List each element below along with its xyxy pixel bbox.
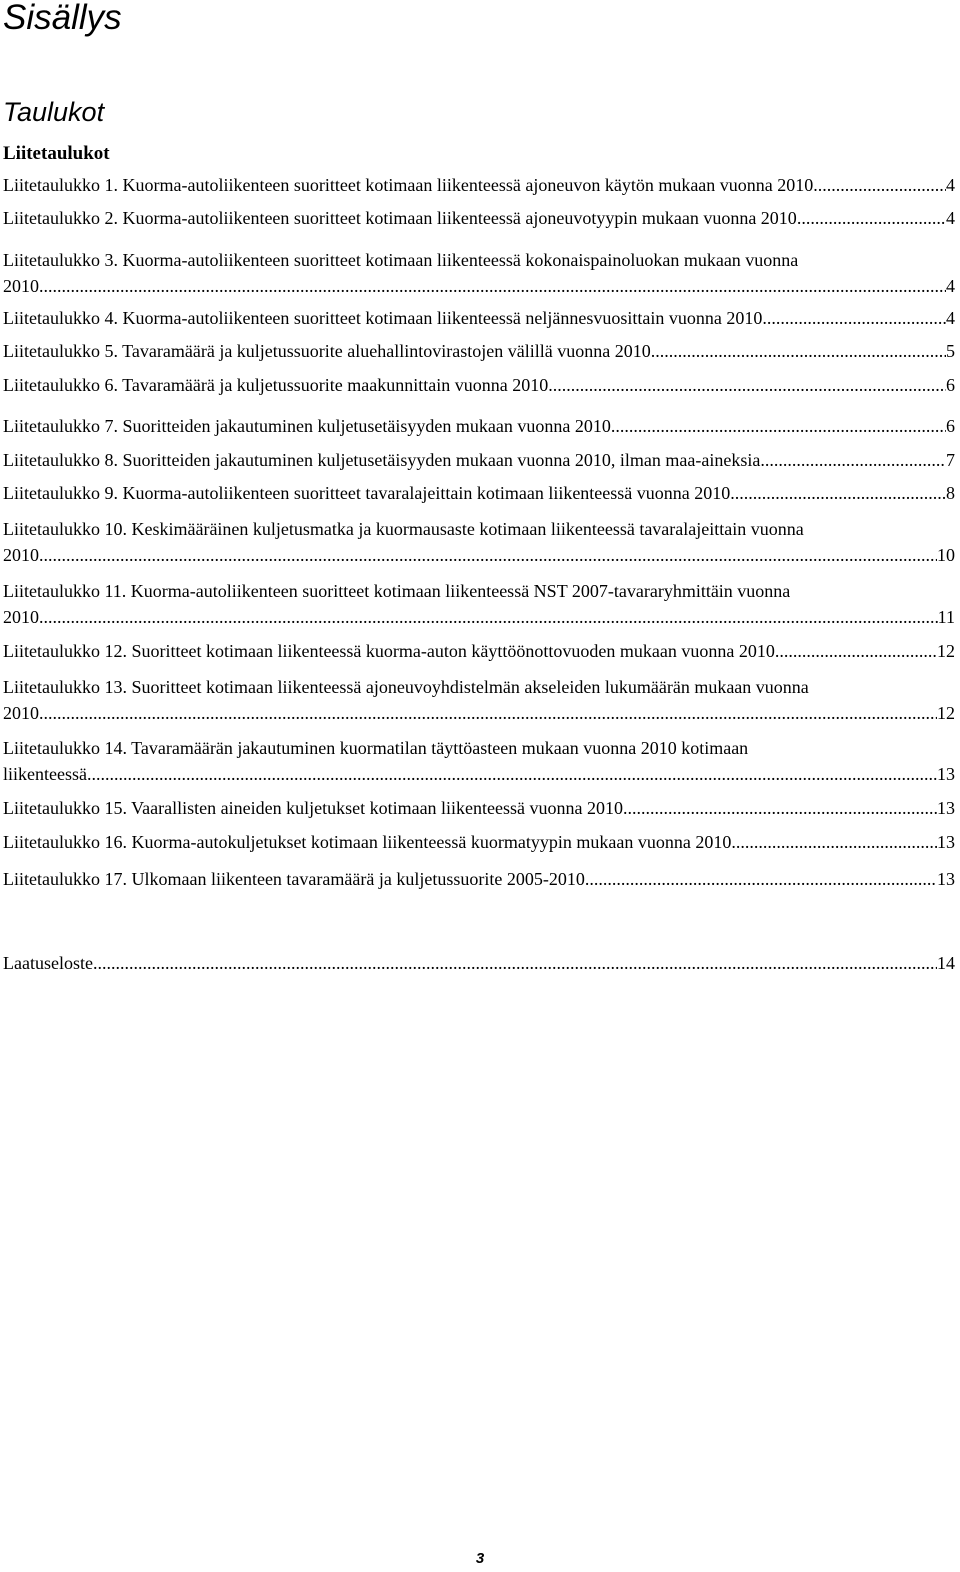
toc-page-number: 7 [946, 450, 955, 470]
toc-entry-text: Liitetaulukko 10. Keskimääräinen kuljetusmatka ja kuormausaste kotimaan liikenteessä tavaralajeittain vuonna [3, 519, 804, 539]
toc-entry-text: Liitetaulukko 14. Tavaramäärän jakautuminen kuormatilan täyttöasteen mukaan vuonna 2010 kotimaan [3, 738, 749, 758]
toc-page-number: 11 [937, 607, 955, 627]
page-number: 3 [475, 1550, 485, 1567]
dot-leader [548, 372, 946, 398]
toc-entry[interactable] [3, 735, 955, 787]
toc-entry-text: 2010 [3, 545, 39, 565]
toc-page-number: 13 [937, 869, 955, 889]
toc-entry-text: Liitetaulukko 6. Tavaramäärä ja kuljetussuorite maakunnittain vuonna 2010 [3, 375, 549, 395]
toc-line [3, 950, 955, 976]
toc-line [3, 413, 955, 439]
toc-entry[interactable] [3, 829, 955, 855]
toc-line [3, 305, 955, 331]
toc-entry[interactable] [3, 480, 955, 506]
toc-page-number: 12 [937, 703, 955, 723]
dot-leader [623, 795, 937, 821]
toc-line [3, 700, 955, 726]
toc-line [3, 638, 955, 664]
dot-leader [797, 205, 946, 231]
dot-leader [731, 829, 937, 855]
dot-leader [775, 638, 937, 664]
dot-leader [39, 542, 937, 568]
toc-entry-text: Liitetaulukko 8. Suoritteiden jakautuminen kuljetusetäisyyden mukaan vuonna 2010, ilman maa-aineksia [3, 450, 761, 470]
toc-entry[interactable] [3, 372, 955, 398]
toc-entry[interactable] [3, 172, 955, 198]
toc-line [3, 372, 955, 398]
toc-entry[interactable] [3, 638, 955, 664]
dot-leader [813, 172, 946, 198]
toc-line [3, 829, 955, 855]
toc-page-number: 6 [946, 416, 955, 436]
dot-leader [39, 604, 938, 630]
toc-entry-text: Liitetaulukko 12. Suoritteet kotimaan liikenteessä kuorma-auton käyttöönottovuoden mukaan vuonna 2010 [3, 641, 775, 661]
subsection-title: Liitetaulukot [3, 143, 110, 164]
dot-leader [760, 447, 946, 473]
toc-page-number: 13 [937, 764, 955, 784]
toc-entry-text: Liitetaulukko 3. Kuorma-autoliikenteen suoritteet kotimaan liikenteessä kokonaispainoluokan mukaan vuonna [3, 250, 799, 270]
toc-entry-text: liikenteessä [3, 764, 87, 784]
toc-entry-text: Liitetaulukko 16. Kuorma-autokuljetukset kotimaan liikenteessä kuormatyypin mukaan vuonna 2010 [3, 832, 732, 852]
toc-entry[interactable] [3, 795, 955, 821]
toc-entry-text: 2010 [3, 607, 39, 627]
page-title: Sisällys [3, 0, 122, 37]
toc-line [3, 273, 955, 299]
toc-entry-text: Liitetaulukko 9. Kuorma-autoliikenteen suoritteet tavaralajeittain kotimaan liikenteessä vuonna 2010 [3, 483, 731, 503]
dot-leader [611, 413, 946, 439]
section-title: Taulukot [3, 97, 105, 127]
toc-page-number: 4 [946, 175, 955, 195]
toc-entry-text: Liitetaulukko 2. Kuorma-autoliikenteen suoritteet kotimaan liikenteessä ajoneuvotyypin mukaan vuonna 2010 [3, 208, 797, 228]
toc-entry-text: 2010 [3, 276, 39, 296]
toc-line [3, 480, 955, 506]
toc-entry[interactable] [3, 866, 955, 892]
dot-leader [585, 866, 937, 892]
toc-entry-quality-report[interactable] [3, 950, 955, 976]
toc-entry-text: Liitetaulukko 7. Suoritteiden jakautuminen kuljetusetäisyyden mukaan vuonna 2010 [3, 416, 611, 436]
toc-entry[interactable] [3, 413, 955, 439]
toc-entry[interactable] [3, 578, 955, 630]
dot-leader [39, 700, 937, 726]
toc-line [3, 172, 955, 198]
toc-line [3, 604, 955, 630]
toc-page-number: 14 [937, 953, 955, 973]
toc-entry[interactable] [3, 247, 955, 299]
dot-leader [730, 480, 946, 506]
toc-entry-text: 2010 [3, 703, 39, 723]
toc-entry-text: Liitetaulukko 1. Kuorma-autoliikenteen suoritteet kotimaan liikenteessä ajoneuvon käytön mukaan vuonna 2010 [3, 175, 814, 195]
toc-entry-text: Laatuseloste [3, 953, 93, 973]
toc-line [3, 795, 955, 821]
toc-page-number: 12 [937, 641, 955, 661]
toc-entry[interactable] [3, 305, 955, 331]
toc-entry[interactable] [3, 674, 955, 726]
dot-leader [651, 338, 946, 364]
toc-entry-text: Liitetaulukko 17. Ulkomaan liikenteen tavaramäärä ja kuljetussuorite 2005-2010 [3, 869, 585, 889]
dot-leader [762, 305, 946, 331]
toc-line [3, 542, 955, 568]
toc-line [3, 447, 955, 473]
toc-page-number: 8 [946, 483, 955, 503]
dot-leader [93, 950, 937, 976]
toc-page-number: 13 [937, 798, 955, 818]
toc-page-number: 6 [946, 375, 955, 395]
toc-entry[interactable] [3, 447, 955, 473]
toc-page-number: 10 [937, 545, 955, 565]
toc-entry-text: Liitetaulukko 15. Vaarallisten aineiden kuljetukset kotimaan liikenteessä vuonna 2010 [3, 798, 624, 818]
toc-entry[interactable] [3, 205, 955, 231]
toc-entry-text: Liitetaulukko 13. Suoritteet kotimaan liikenteessä ajoneuvoyhdistelmän akseleiden lukumäärän mukaan vuonna [3, 677, 809, 697]
toc-line [3, 205, 955, 231]
toc-line [3, 761, 955, 787]
toc-page-number: 5 [946, 341, 955, 361]
toc-page-number: 4 [946, 208, 955, 228]
toc-entry[interactable] [3, 338, 955, 364]
toc-entry-text: Liitetaulukko 4. Kuorma-autoliikenteen suoritteet kotimaan liikenteessä neljännesvuosittain vuonna 2010 [3, 308, 763, 328]
toc-entry[interactable] [3, 516, 955, 568]
toc-entry-text: Liitetaulukko 11. Kuorma-autoliikenteen suoritteet kotimaan liikenteessä NST 2007-tavararyhmittäin vuonna [3, 581, 791, 601]
dot-leader [39, 273, 946, 299]
toc-page-number: 4 [946, 308, 955, 328]
dot-leader [87, 761, 937, 787]
toc-entry-text: Liitetaulukko 5. Tavaramäärä ja kuljetussuorite aluehallintovirastojen välillä vuonna 2010 [3, 341, 651, 361]
toc-page-number: 13 [937, 832, 955, 852]
toc-page-number: 4 [946, 276, 955, 296]
toc-line [3, 338, 955, 364]
toc-line [3, 866, 955, 892]
